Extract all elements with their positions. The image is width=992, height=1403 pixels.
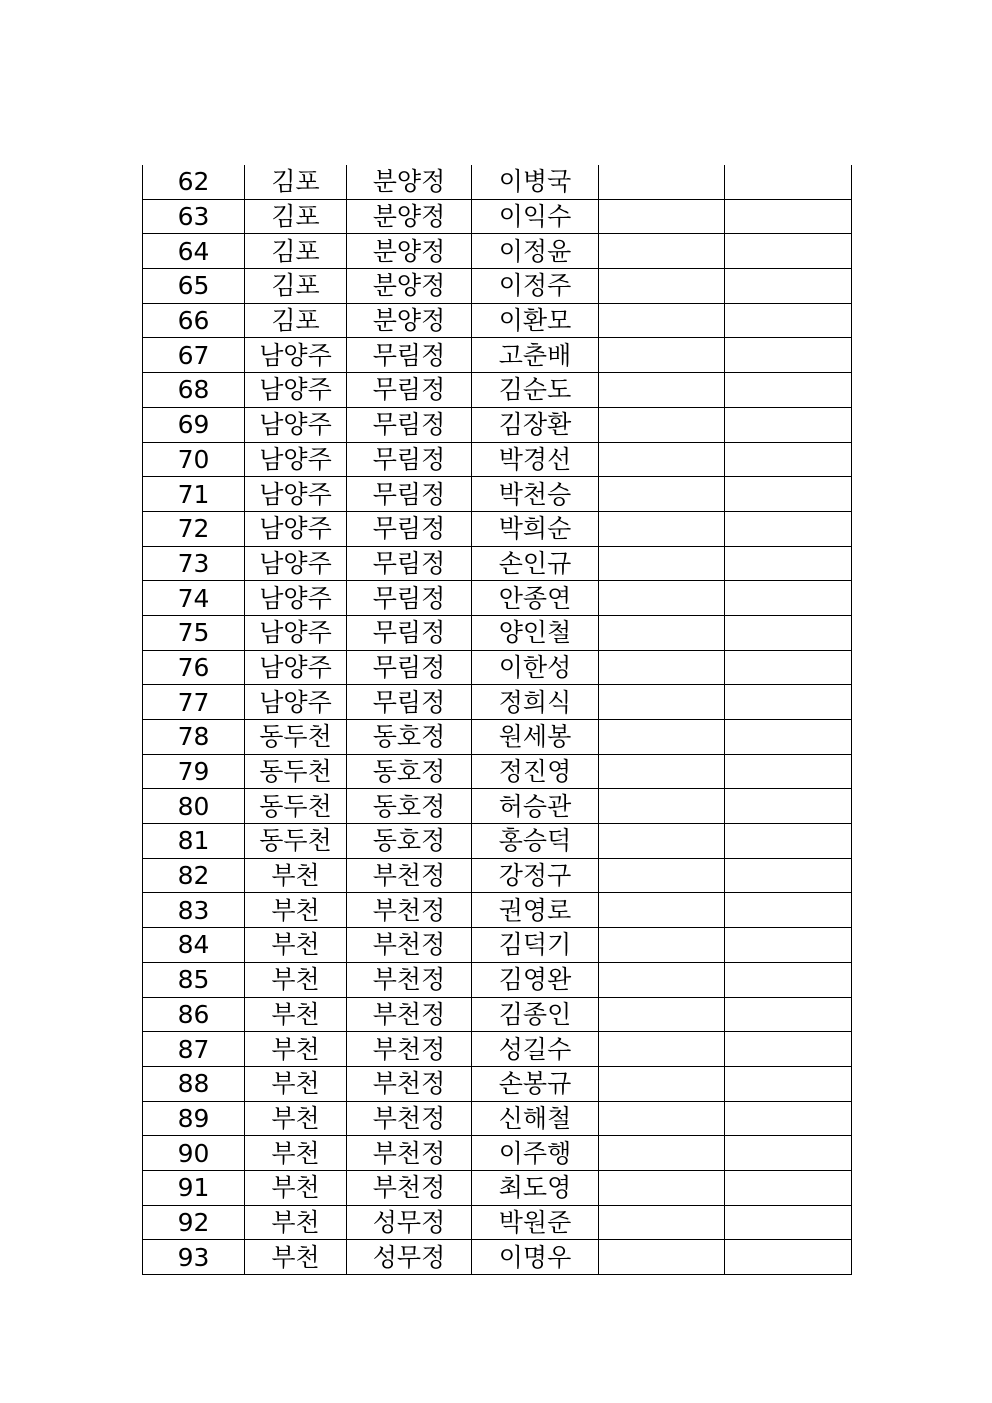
empty-cell — [599, 303, 725, 338]
empty-cell — [725, 1066, 852, 1101]
region-cell: 부천 — [245, 928, 347, 963]
region-cell: 남양주 — [245, 477, 347, 512]
empty-cell — [599, 199, 725, 234]
empty-cell — [725, 234, 852, 269]
empty-cell — [725, 1240, 852, 1275]
unit-cell: 분양정 — [347, 303, 472, 338]
empty-cell — [599, 234, 725, 269]
empty-cell — [725, 546, 852, 581]
row-number-cell: 93 — [143, 1240, 245, 1275]
empty-cell — [599, 1136, 725, 1171]
region-cell: 김포 — [245, 269, 347, 304]
empty-cell — [599, 373, 725, 408]
table-row — [143, 511, 852, 546]
empty-cell — [725, 269, 852, 304]
region-cell: 동두천 — [245, 789, 347, 824]
unit-cell: 부천정 — [347, 1032, 472, 1067]
row-number-cell: 72 — [143, 511, 245, 546]
region-cell: 동두천 — [245, 824, 347, 859]
region-cell: 부천 — [245, 962, 347, 997]
unit-cell: 무림정 — [347, 581, 472, 616]
empty-cell — [599, 685, 725, 720]
name-cell: 홍승덕 — [472, 824, 599, 859]
row-number-cell: 79 — [143, 754, 245, 789]
unit-cell: 무림정 — [347, 477, 472, 512]
name-cell: 정진영 — [472, 754, 599, 789]
region-cell: 부천 — [245, 893, 347, 928]
unit-cell: 무림정 — [347, 511, 472, 546]
row-number-cell: 76 — [143, 650, 245, 685]
empty-cell — [725, 789, 852, 824]
unit-cell: 무림정 — [347, 407, 472, 442]
unit-cell: 동호정 — [347, 789, 472, 824]
empty-cell — [599, 858, 725, 893]
unit-cell: 부천정 — [347, 928, 472, 963]
unit-cell: 무림정 — [347, 615, 472, 650]
row-number-cell: 63 — [143, 199, 245, 234]
region-cell: 부천 — [245, 1205, 347, 1240]
table-row — [143, 1136, 852, 1171]
empty-cell — [599, 789, 725, 824]
unit-cell: 분양정 — [347, 269, 472, 304]
empty-cell — [725, 720, 852, 755]
region-cell: 부천 — [245, 1136, 347, 1171]
table-row — [143, 442, 852, 477]
name-cell: 최도영 — [472, 1170, 599, 1205]
region-cell: 김포 — [245, 199, 347, 234]
empty-cell — [725, 893, 852, 928]
row-number-cell: 84 — [143, 928, 245, 963]
name-cell: 신해철 — [472, 1101, 599, 1136]
name-cell: 김장환 — [472, 407, 599, 442]
row-number-cell: 87 — [143, 1032, 245, 1067]
roster-table — [142, 165, 852, 1275]
empty-cell — [725, 373, 852, 408]
empty-cell — [599, 928, 725, 963]
empty-cell — [725, 407, 852, 442]
row-number-cell: 68 — [143, 373, 245, 408]
region-cell: 남양주 — [245, 407, 347, 442]
row-number-cell: 69 — [143, 407, 245, 442]
name-cell: 정희식 — [472, 685, 599, 720]
table-row — [143, 1240, 852, 1275]
table-row — [143, 685, 852, 720]
empty-cell — [725, 824, 852, 859]
empty-cell — [725, 1136, 852, 1171]
row-number-cell: 88 — [143, 1066, 245, 1101]
empty-cell — [599, 1032, 725, 1067]
empty-cell — [725, 442, 852, 477]
unit-cell: 부천정 — [347, 962, 472, 997]
row-number-cell: 80 — [143, 789, 245, 824]
empty-cell — [725, 997, 852, 1032]
unit-cell: 동호정 — [347, 754, 472, 789]
region-cell: 김포 — [245, 303, 347, 338]
name-cell: 이병국 — [472, 165, 599, 199]
region-cell: 부천 — [245, 1170, 347, 1205]
region-cell: 남양주 — [245, 511, 347, 546]
empty-cell — [725, 165, 852, 199]
name-cell: 김덕기 — [472, 928, 599, 963]
region-cell: 부천 — [245, 1032, 347, 1067]
table-row — [143, 962, 852, 997]
empty-cell — [725, 1205, 852, 1240]
region-cell: 동두천 — [245, 720, 347, 755]
row-number-cell: 82 — [143, 858, 245, 893]
table-row — [143, 1205, 852, 1240]
unit-cell: 무림정 — [347, 685, 472, 720]
empty-cell — [599, 1170, 725, 1205]
empty-cell — [599, 615, 725, 650]
row-number-cell: 65 — [143, 269, 245, 304]
unit-cell: 무림정 — [347, 442, 472, 477]
empty-cell — [599, 1066, 725, 1101]
empty-cell — [725, 928, 852, 963]
name-cell: 김종인 — [472, 997, 599, 1032]
empty-cell — [725, 650, 852, 685]
unit-cell: 무림정 — [347, 373, 472, 408]
table-row — [143, 303, 852, 338]
unit-cell: 부천정 — [347, 858, 472, 893]
unit-cell: 분양정 — [347, 165, 472, 199]
region-cell: 남양주 — [245, 442, 347, 477]
table-row — [143, 858, 852, 893]
empty-cell — [599, 442, 725, 477]
name-cell: 손봉규 — [472, 1066, 599, 1101]
empty-cell — [599, 269, 725, 304]
empty-cell — [599, 824, 725, 859]
name-cell: 이정주 — [472, 269, 599, 304]
row-number-cell: 86 — [143, 997, 245, 1032]
row-number-cell: 70 — [143, 442, 245, 477]
table-row — [143, 234, 852, 269]
table-row — [143, 615, 852, 650]
row-number-cell: 83 — [143, 893, 245, 928]
empty-cell — [725, 858, 852, 893]
row-number-cell: 89 — [143, 1101, 245, 1136]
unit-cell: 무림정 — [347, 650, 472, 685]
name-cell: 강정구 — [472, 858, 599, 893]
table-row — [143, 754, 852, 789]
row-number-cell: 74 — [143, 581, 245, 616]
table-row — [143, 789, 852, 824]
empty-cell — [725, 199, 852, 234]
table-row — [143, 720, 852, 755]
unit-cell: 부천정 — [347, 1170, 472, 1205]
region-cell: 남양주 — [245, 615, 347, 650]
unit-cell: 무림정 — [347, 546, 472, 581]
name-cell: 권영로 — [472, 893, 599, 928]
name-cell: 박희순 — [472, 511, 599, 546]
row-number-cell: 78 — [143, 720, 245, 755]
empty-cell — [599, 893, 725, 928]
name-cell: 원세봉 — [472, 720, 599, 755]
empty-cell — [599, 511, 725, 546]
name-cell: 양인철 — [472, 615, 599, 650]
unit-cell: 부천정 — [347, 1066, 472, 1101]
table-row — [143, 1170, 852, 1205]
unit-cell: 성무정 — [347, 1240, 472, 1275]
empty-cell — [599, 165, 725, 199]
name-cell: 이정윤 — [472, 234, 599, 269]
name-cell: 박경선 — [472, 442, 599, 477]
unit-cell: 분양정 — [347, 199, 472, 234]
table-row — [143, 477, 852, 512]
empty-cell — [725, 754, 852, 789]
name-cell: 이명우 — [472, 1240, 599, 1275]
region-cell: 부천 — [245, 997, 347, 1032]
name-cell: 안종연 — [472, 581, 599, 616]
table-row — [143, 269, 852, 304]
row-number-cell: 81 — [143, 824, 245, 859]
name-cell: 성길수 — [472, 1032, 599, 1067]
row-number-cell: 64 — [143, 234, 245, 269]
row-number-cell: 66 — [143, 303, 245, 338]
table-row — [143, 581, 852, 616]
unit-cell: 부천정 — [347, 1101, 472, 1136]
table-row — [143, 893, 852, 928]
region-cell: 부천 — [245, 1066, 347, 1101]
name-cell: 이한성 — [472, 650, 599, 685]
empty-cell — [599, 546, 725, 581]
region-cell: 남양주 — [245, 650, 347, 685]
table-row — [143, 824, 852, 859]
name-cell: 손인규 — [472, 546, 599, 581]
name-cell: 고춘배 — [472, 338, 599, 373]
empty-cell — [599, 754, 725, 789]
empty-cell — [725, 685, 852, 720]
empty-cell — [725, 1170, 852, 1205]
region-cell: 남양주 — [245, 338, 347, 373]
empty-cell — [599, 720, 725, 755]
name-cell: 이주행 — [472, 1136, 599, 1171]
table-row — [143, 373, 852, 408]
name-cell: 김순도 — [472, 373, 599, 408]
table-row — [143, 928, 852, 963]
row-number-cell: 75 — [143, 615, 245, 650]
row-number-cell: 91 — [143, 1170, 245, 1205]
name-cell: 이환모 — [472, 303, 599, 338]
empty-cell — [725, 477, 852, 512]
empty-cell — [599, 1205, 725, 1240]
row-number-cell: 77 — [143, 685, 245, 720]
row-number-cell: 73 — [143, 546, 245, 581]
empty-cell — [725, 615, 852, 650]
unit-cell: 무림정 — [347, 338, 472, 373]
roster-table-body — [143, 165, 852, 1275]
empty-cell — [599, 477, 725, 512]
table-row — [143, 165, 852, 199]
region-cell: 남양주 — [245, 685, 347, 720]
table-row — [143, 407, 852, 442]
row-number-cell: 67 — [143, 338, 245, 373]
unit-cell: 부천정 — [347, 997, 472, 1032]
unit-cell: 분양정 — [347, 234, 472, 269]
row-number-cell: 90 — [143, 1136, 245, 1171]
empty-cell — [599, 997, 725, 1032]
empty-cell — [599, 338, 725, 373]
empty-cell — [599, 581, 725, 616]
region-cell: 부천 — [245, 858, 347, 893]
empty-cell — [725, 338, 852, 373]
empty-cell — [599, 962, 725, 997]
table-row — [143, 650, 852, 685]
region-cell: 부천 — [245, 1240, 347, 1275]
empty-cell — [599, 407, 725, 442]
table-row — [143, 1066, 852, 1101]
unit-cell: 부천정 — [347, 1136, 472, 1171]
unit-cell: 동호정 — [347, 824, 472, 859]
region-cell: 김포 — [245, 234, 347, 269]
region-cell: 김포 — [245, 165, 347, 199]
empty-cell — [725, 581, 852, 616]
row-number-cell: 92 — [143, 1205, 245, 1240]
table-row — [143, 1032, 852, 1067]
name-cell: 박원준 — [472, 1205, 599, 1240]
unit-cell: 부천정 — [347, 893, 472, 928]
empty-cell — [725, 1032, 852, 1067]
empty-cell — [599, 1101, 725, 1136]
empty-cell — [725, 303, 852, 338]
unit-cell: 동호정 — [347, 720, 472, 755]
unit-cell: 성무정 — [347, 1205, 472, 1240]
row-number-cell: 85 — [143, 962, 245, 997]
empty-cell — [725, 511, 852, 546]
empty-cell — [725, 1101, 852, 1136]
name-cell: 이익수 — [472, 199, 599, 234]
empty-cell — [725, 962, 852, 997]
name-cell: 김영완 — [472, 962, 599, 997]
table-row — [143, 997, 852, 1032]
region-cell: 남양주 — [245, 373, 347, 408]
region-cell: 부천 — [245, 1101, 347, 1136]
empty-cell — [599, 650, 725, 685]
table-row — [143, 338, 852, 373]
name-cell: 허승관 — [472, 789, 599, 824]
region-cell: 동두천 — [245, 754, 347, 789]
row-number-cell: 71 — [143, 477, 245, 512]
empty-cell — [599, 1240, 725, 1275]
row-number-cell: 62 — [143, 165, 245, 199]
table-row — [143, 199, 852, 234]
name-cell: 박천승 — [472, 477, 599, 512]
region-cell: 남양주 — [245, 581, 347, 616]
table-row — [143, 1101, 852, 1136]
region-cell: 남양주 — [245, 546, 347, 581]
table-row — [143, 546, 852, 581]
